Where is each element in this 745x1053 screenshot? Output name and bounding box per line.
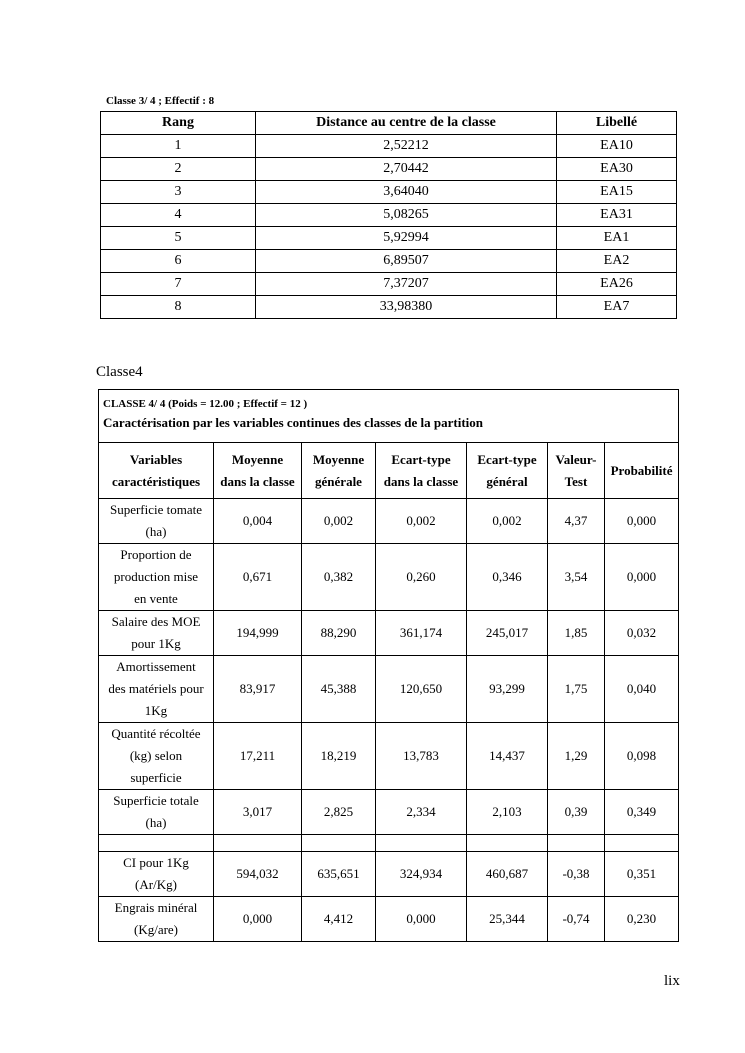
mean-general-cell: 0,382	[302, 544, 376, 611]
variable-name-line: production mise	[113, 569, 199, 584]
test-value-cell: 3,54	[548, 544, 605, 611]
column-header	[99, 443, 214, 499]
mean-class-cell: 0,671	[214, 544, 302, 611]
variable-name-line: (ha)	[145, 815, 167, 830]
libelle-cell: EA7	[557, 296, 677, 319]
class4-table	[98, 389, 679, 942]
mean-general-cell: 635,651	[302, 852, 376, 897]
variable-name-line: en vente	[134, 591, 178, 606]
variable-name-cell	[99, 723, 214, 790]
table-row	[101, 273, 677, 296]
distance-cell: 5,92994	[256, 227, 557, 250]
sd-class-cell: 13,783	[376, 723, 467, 790]
variable-name-cell	[99, 790, 214, 835]
variable-name-line: Quantité récoltée	[111, 726, 201, 741]
rang-cell: 1	[101, 135, 256, 158]
variable-name-line: Superficie totale	[113, 793, 199, 808]
probability-cell: 0,098	[605, 723, 679, 790]
variable-name-cell	[99, 656, 214, 723]
header-rang: Rang	[101, 112, 256, 135]
rang-cell: 4	[101, 204, 256, 227]
empty-cell	[376, 835, 467, 852]
column-header-line2: Test	[564, 473, 588, 489]
rang-cell: 8	[101, 296, 256, 319]
column-header-line2: dans la classe	[383, 473, 459, 489]
table-row	[99, 790, 679, 835]
variable-name-cell	[99, 499, 214, 544]
class3-title: Classe 3/ 4 ; Effectif : 8	[106, 95, 215, 107]
class4-column-header-row	[99, 443, 679, 499]
table-row	[99, 723, 679, 790]
mean-class-cell: 594,032	[214, 852, 302, 897]
variable-name-line: (Ar/Kg)	[135, 877, 177, 892]
table-row	[101, 135, 677, 158]
probability-cell: 0,349	[605, 790, 679, 835]
test-value-cell: 0,39	[548, 790, 605, 835]
mean-general-cell: 2,825	[302, 790, 376, 835]
probability-cell: 0,040	[605, 656, 679, 723]
column-header-line1: Variables	[129, 451, 183, 467]
sd-general-cell: 14,437	[467, 723, 548, 790]
mean-general-cell: 0,002	[302, 499, 376, 544]
column-header-line1: Ecart-type	[391, 451, 451, 467]
column-header-line2: dans la classe	[220, 473, 295, 489]
class4-caption-line2: Caractérisation par les variables continues des classes de la partition	[103, 415, 483, 430]
libelle-cell: EA10	[557, 135, 677, 158]
probability-cell: 0,000	[605, 544, 679, 611]
variable-name-cell	[99, 897, 214, 942]
column-header-line1: Valeur-	[555, 451, 597, 467]
variable-name-line: Superficie tomate	[109, 502, 203, 517]
distance-cell: 7,37207	[256, 273, 557, 296]
column-header	[605, 443, 679, 499]
variable-name-line: Proportion de	[120, 547, 192, 562]
libelle-cell: EA1	[557, 227, 677, 250]
sd-class-cell: 120,650	[376, 656, 467, 723]
rang-cell: 5	[101, 227, 256, 250]
distance-cell: 3,64040	[256, 181, 557, 204]
column-header-line1: Moyenne	[231, 451, 284, 467]
distance-cell: 33,98380	[256, 296, 557, 319]
variable-name-cell	[99, 544, 214, 611]
table-row	[99, 499, 679, 544]
table-row	[101, 227, 677, 250]
empty-cell	[99, 835, 214, 852]
sd-class-cell: 0,260	[376, 544, 467, 611]
table-row	[99, 656, 679, 723]
variable-name-line: Amortissement	[116, 659, 196, 674]
page-number: lix	[664, 973, 680, 989]
table-row	[99, 544, 679, 611]
variable-name-cell	[99, 611, 214, 656]
mean-general-cell: 88,290	[302, 611, 376, 656]
column-header-line2: générale	[315, 473, 362, 489]
test-value-cell: 1,75	[548, 656, 605, 723]
class4-label: Classe4	[96, 364, 143, 380]
test-value-cell: 1,85	[548, 611, 605, 656]
empty-cell	[214, 835, 302, 852]
table-row	[101, 296, 677, 319]
class3-header-row	[101, 112, 677, 135]
probability-cell: 0,230	[605, 897, 679, 942]
sd-class-cell: 0,000	[376, 897, 467, 942]
sd-general-cell: 0,346	[467, 544, 548, 611]
mean-general-cell: 45,388	[302, 656, 376, 723]
variable-name-line: des matériels pour	[108, 681, 204, 696]
sd-general-cell: 460,687	[467, 852, 548, 897]
rang-cell: 3	[101, 181, 256, 204]
sd-general-cell: 0,002	[467, 499, 548, 544]
libelle-cell: EA30	[557, 158, 677, 181]
table-row	[101, 204, 677, 227]
sd-class-cell: 361,174	[376, 611, 467, 656]
mean-class-cell: 0,000	[214, 897, 302, 942]
sd-general-cell: 2,103	[467, 790, 548, 835]
test-value-cell: -0,74	[548, 897, 605, 942]
empty-cell	[467, 835, 548, 852]
header-libelle: Libellé	[557, 112, 677, 135]
table-row	[99, 852, 679, 897]
column-header-line2: caractéristiques	[111, 473, 201, 489]
variable-name-line: pour 1Kg	[131, 636, 181, 651]
column-header-line1: Moyenne	[312, 451, 365, 467]
table-row	[101, 250, 677, 273]
probability-cell: 0,032	[605, 611, 679, 656]
mean-class-cell: 17,211	[214, 723, 302, 790]
distance-cell: 2,70442	[256, 158, 557, 181]
class4-table-body	[99, 499, 679, 942]
rang-cell: 2	[101, 158, 256, 181]
variable-name-line: CI pour 1Kg	[123, 855, 189, 870]
mean-class-cell: 0,004	[214, 499, 302, 544]
sd-general-cell: 245,017	[467, 611, 548, 656]
empty-cell	[548, 835, 605, 852]
test-value-cell: 1,29	[548, 723, 605, 790]
column-header	[548, 443, 605, 499]
variable-name-line: (Kg/are)	[133, 922, 179, 937]
class4-caption-line1: CLASSE 4/ 4 (Poids = 12.00 ; Effectif = 12 )	[103, 398, 308, 410]
distance-cell: 5,08265	[256, 204, 557, 227]
column-header-line1: Ecart-type	[477, 451, 537, 467]
spacer-row	[99, 835, 679, 852]
variable-name-cell	[99, 852, 214, 897]
rang-cell: 7	[101, 273, 256, 296]
probability-cell: 0,000	[605, 499, 679, 544]
libelle-cell: EA26	[557, 273, 677, 296]
column-header	[376, 443, 467, 499]
empty-cell	[302, 835, 376, 852]
column-header	[467, 443, 548, 499]
variable-name-line: Engrais minéral	[114, 900, 198, 915]
test-value-cell: 4,37	[548, 499, 605, 544]
sd-class-cell: 0,002	[376, 499, 467, 544]
rang-cell: 6	[101, 250, 256, 273]
class4-caption	[99, 390, 679, 443]
sd-class-cell: 324,934	[376, 852, 467, 897]
table-row	[101, 158, 677, 181]
empty-cell	[605, 835, 679, 852]
class3-table-body	[101, 135, 677, 319]
table-row	[99, 611, 679, 656]
mean-general-cell: 18,219	[302, 723, 376, 790]
class3-table	[100, 111, 677, 319]
libelle-cell: EA2	[557, 250, 677, 273]
mean-class-cell: 3,017	[214, 790, 302, 835]
variable-name-line: superficie	[130, 770, 182, 785]
column-header-line1: Probabilité	[610, 462, 673, 478]
mean-general-cell: 4,412	[302, 897, 376, 942]
header-distance: Distance au centre de la classe	[256, 112, 557, 135]
variable-name-line: 1Kg	[144, 703, 168, 718]
variable-name-line: (kg) selon	[129, 748, 183, 763]
sd-general-cell: 93,299	[467, 656, 548, 723]
libelle-cell: EA31	[557, 204, 677, 227]
mean-class-cell: 194,999	[214, 611, 302, 656]
column-header	[302, 443, 376, 499]
table-row	[101, 181, 677, 204]
libelle-cell: EA15	[557, 181, 677, 204]
probability-cell: 0,351	[605, 852, 679, 897]
sd-general-cell: 25,344	[467, 897, 548, 942]
variable-name-line: Salaire des MOE	[111, 614, 201, 629]
mean-class-cell: 83,917	[214, 656, 302, 723]
variable-name-line: (ha)	[145, 524, 167, 539]
test-value-cell: -0,38	[548, 852, 605, 897]
distance-cell: 2,52212	[256, 135, 557, 158]
column-header-line2: général	[486, 473, 528, 489]
table-row	[99, 897, 679, 942]
sd-class-cell: 2,334	[376, 790, 467, 835]
column-header	[214, 443, 302, 499]
distance-cell: 6,89507	[256, 250, 557, 273]
